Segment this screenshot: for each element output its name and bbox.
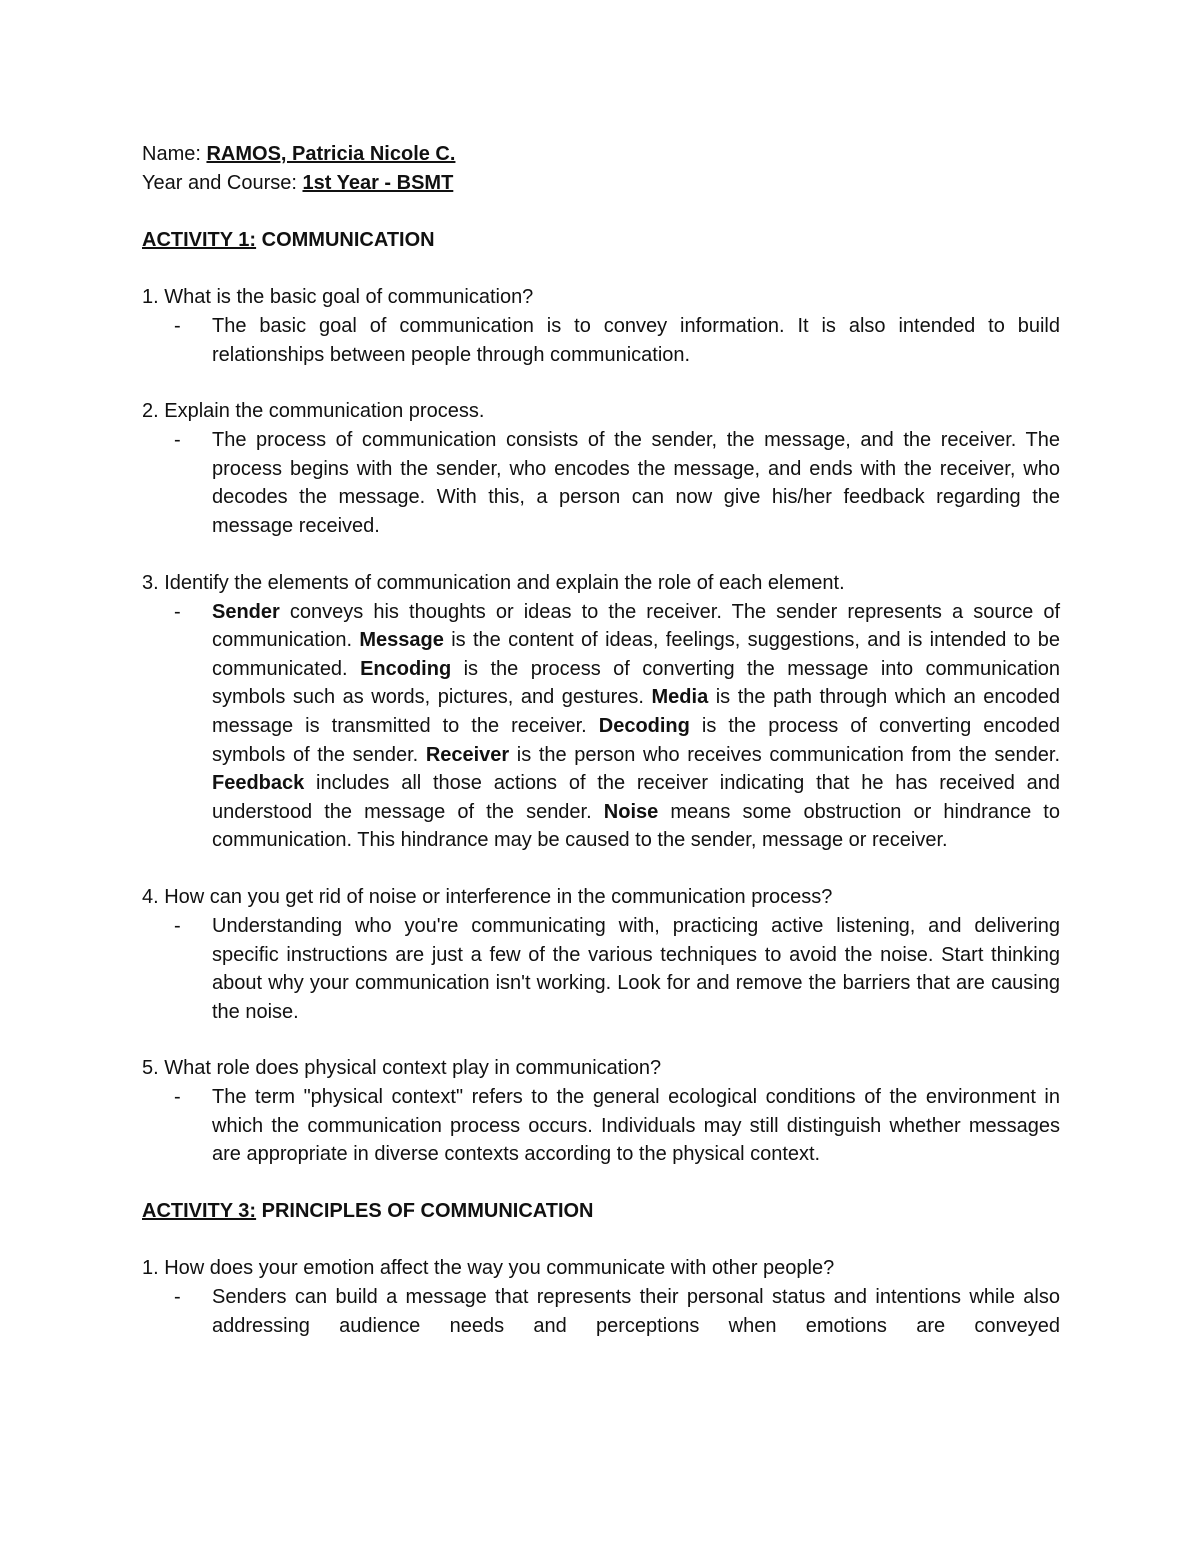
a1-answer-5-text: The term "physical context" refers to the general ecological conditions of the environment in which the communication process occurs. Individuals may still distinguish whether messages are appropriate in diverse contexts according to the physical context. <box>212 1086 1060 1166</box>
def-media: is the path through which an encoded message is transmitted to the receiver. <box>212 686 1060 737</box>
def-decoding: is the process of converting encoded symbols of the sender. <box>212 714 1060 766</box>
a1-answer-2 <box>142 426 1060 540</box>
term-decoding: Decoding <box>598 714 690 737</box>
bullet-dash: - <box>174 1286 181 1309</box>
a3-answer-1-text: Senders can build a message that represents their personal status and intentions while also addressing audience needs and perceptions when emotions are conveyed <box>212 1286 1060 1337</box>
name-line <box>142 140 1060 169</box>
def-receiver: is the person who receives communication from the sender. <box>509 743 1061 766</box>
bullet-dash: - <box>174 914 181 937</box>
activity3-label: ACTIVITY 3: <box>142 1200 257 1223</box>
bullet-dash: - <box>174 429 181 452</box>
course-line <box>142 169 1060 198</box>
a1-question-4: 4. How can you get rid of noise or interference in the communication process? <box>142 885 833 908</box>
activity1-title: COMMUNICATION <box>256 229 435 251</box>
term-media: Media <box>651 686 709 709</box>
term-encoding: Encoding <box>360 657 452 680</box>
a1-answer-1 <box>142 312 1060 369</box>
term-receiver: Receiver <box>425 743 510 766</box>
activity3-heading <box>142 1197 1060 1226</box>
a1-answer-3 <box>142 598 1060 855</box>
a1-answer-4 <box>142 912 1060 1026</box>
bullet-dash: - <box>174 1086 181 1109</box>
a1-answer-3-text <box>212 598 1060 855</box>
def-encoding: is the process of converting the message into communication symbols such as words, pictures, and gestures. <box>212 657 1061 709</box>
activity1-heading <box>142 226 1060 255</box>
course-value: 1st Year - BSMT <box>302 172 454 194</box>
term-message: Message <box>359 629 444 652</box>
def-sender: conveys his thoughts or ideas to the receiver. The sender represents a source of communication. <box>212 600 1060 652</box>
def-message: is the content of ideas, feelings, suggestions, and is intended to be communicated. <box>212 629 1060 680</box>
a3-question-1: 1. How does your emotion affect the way you communicate with other people? <box>142 1257 835 1280</box>
activity3-title: PRINCIPLES OF COMMUNICATION <box>256 1200 594 1223</box>
term-sender: Sender <box>212 600 280 623</box>
a1-answer-2-text: The process of communication consists of the sender, the message, and the receiver. The process begins with the sender, who encodes the message, and ends with the receiver, who decodes the message. With this, a person can now give his/her feedback regarding the message received. <box>212 429 1060 537</box>
name-value: RAMOS, Patricia Nicole C. <box>206 143 456 165</box>
a3-answer-1 <box>142 1283 1060 1340</box>
a1-question-2: 2. Explain the communication process. <box>142 400 485 423</box>
activity1-label: ACTIVITY 1: <box>142 229 257 251</box>
bullet-dash: - <box>174 315 181 337</box>
term-noise: Noise <box>603 800 659 823</box>
a1-question-5: 5. What role does physical context play in communication? <box>142 1057 662 1080</box>
a1-question-3: 3. Identify the elements of communication and explain the role of each element. <box>142 571 845 594</box>
a1-answer-1-text: The basic goal of communication is to convey information. It is also intended to build relationships between people through communication. <box>212 315 1060 366</box>
a1-question-1: 1. What is the basic goal of communication? <box>142 286 534 308</box>
term-feedback: Feedback <box>212 772 305 795</box>
a1-answer-4-text: Understanding who you're communicating with, practicing active listening, and delivering specific instructions are just a few of the various techniques to avoid the noise. Start thinking about why your communication isn't working. Look for and remove the barriers that are causing the noise. <box>212 914 1060 1023</box>
a1-answer-5 <box>142 1083 1060 1169</box>
def-noise: means some obstruction or hindrance to communication. This hindrance may be caused to the sender, message or receiver. <box>212 800 1060 852</box>
course-label: Year and Course: <box>142 172 303 194</box>
def-feedback: includes all those actions of the receiver indicating that he has received and understood the message of the sender. <box>212 772 1060 823</box>
document-page <box>142 140 1060 1340</box>
bullet-dash: - <box>174 600 181 623</box>
name-label: Name: <box>142 143 207 165</box>
